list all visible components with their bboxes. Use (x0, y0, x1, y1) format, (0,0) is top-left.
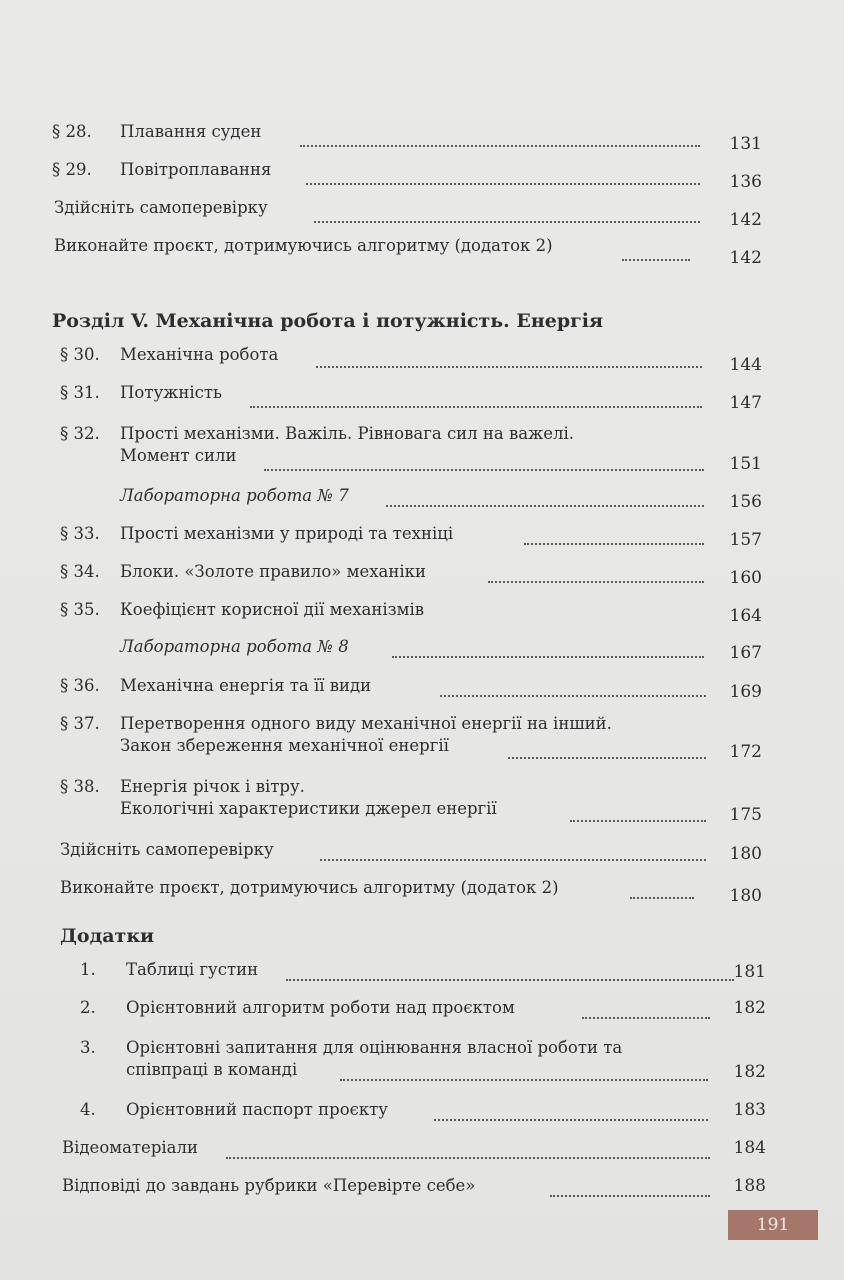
section-number: § 35. (60, 600, 100, 619)
entry-title: Відеоматеріали (62, 1138, 198, 1157)
page-ref: 164 (729, 606, 762, 626)
toc-entry (0, 777, 844, 833)
entry-title: Орієнтовний паспорт проєкту (126, 1100, 389, 1119)
leader-dots (286, 978, 734, 981)
page-ref: 180 (729, 886, 762, 906)
leader-dots (392, 655, 704, 658)
entry-title: Перетворення одного виду механічної енергії на інший. (120, 714, 612, 733)
page-ref: 144 (729, 355, 762, 375)
page-ref: 157 (729, 530, 762, 550)
entry-title: Орієнтовні запитання для оцінювання власної роботи та (126, 1038, 623, 1057)
entry-title: Потужність (120, 383, 222, 402)
page-ref: 169 (729, 682, 762, 702)
entry-title: Відповіді до завдань рубрики «Перевірте себе» (62, 1176, 476, 1195)
toc-entry (0, 1138, 844, 1172)
toc-entry (0, 122, 844, 156)
section-number: § 29. (52, 160, 92, 179)
toc-entry (0, 160, 844, 194)
entry-title-line2: Закон збереження механічної енергії (120, 736, 449, 755)
leader-dots (508, 756, 706, 759)
toc-entry (0, 198, 844, 232)
leader-dots (314, 220, 700, 223)
page-ref: 136 (729, 172, 762, 192)
entry-title: Прості механізми. Важіль. Рівновага сил на важелі. (120, 424, 575, 443)
page-ref: 182 (733, 1062, 766, 1082)
toc-entry (0, 345, 844, 379)
section-number: § 33. (60, 524, 100, 543)
leader-dots (630, 896, 694, 899)
leader-dots (582, 1016, 710, 1019)
entry-title: Лабораторна робота № 7 (120, 486, 349, 505)
entry-title: Блоки. «Золоте правило» механіки (120, 562, 426, 581)
toc-entry (0, 383, 844, 417)
toc-entry (0, 236, 844, 270)
page-ref: 188 (733, 1176, 766, 1196)
entry-title: Лабораторна робота № 8 (120, 637, 349, 656)
entry-title: Коефіцієнт корисної дії механізмів (120, 600, 425, 619)
entry-title-line2: Екологічні характеристики джерел енергії (120, 799, 497, 818)
appendix-heading: Додатки (60, 925, 155, 947)
page-ref: 172 (729, 742, 762, 762)
page-ref: 183 (733, 1100, 766, 1120)
toc-entry (0, 524, 844, 558)
entry-title: Повітроплавання (120, 160, 272, 179)
section-number: § 36. (60, 676, 100, 695)
page-ref: 131 (729, 134, 762, 154)
page-ref: 180 (729, 844, 762, 864)
entry-title: Прості механізми у природі та техніці (120, 524, 454, 543)
page-ref: 160 (729, 568, 762, 588)
leader-dots (524, 542, 704, 545)
section-number: § 31. (60, 383, 100, 402)
entry-title: Здійсніть самоперевірку (60, 840, 274, 859)
section-number: § 30. (60, 345, 100, 364)
leader-dots (550, 1194, 710, 1197)
entry-title: Таблиці густин (126, 960, 259, 979)
section-number: § 37. (60, 714, 100, 733)
leader-dots (386, 504, 704, 507)
toc-entry (0, 840, 844, 874)
section-number: § 34. (60, 562, 100, 581)
page-ref: 182 (733, 998, 766, 1018)
leader-dots (300, 144, 700, 147)
toc-entry (0, 486, 844, 520)
leader-dots (306, 182, 700, 185)
entry-title: Виконайте проєкт, дотримуючись алгоритму (додаток 2) (54, 236, 553, 255)
section-heading: Розділ V. Механічна робота і потужність. Енергія (52, 310, 604, 332)
entry-title: Механічна робота (120, 345, 279, 364)
toc-entry (0, 1176, 844, 1210)
toc-entry (0, 1100, 844, 1134)
leader-dots (434, 1118, 708, 1121)
leader-dots (570, 819, 706, 822)
toc-entry (0, 637, 844, 671)
page-ref: 151 (729, 454, 762, 474)
toc-entry (0, 562, 844, 596)
section-number: § 38. (60, 777, 100, 796)
page-ref: 175 (729, 805, 762, 825)
toc-entry (0, 714, 844, 770)
page-ref: 156 (729, 492, 762, 512)
toc-entry (0, 424, 844, 480)
page-ref: 142 (729, 210, 762, 230)
toc-entry (0, 878, 844, 912)
appendix-number: 2. (80, 998, 96, 1017)
leader-dots (264, 468, 704, 471)
page-ref: 142 (729, 248, 762, 268)
entry-title: Здійсніть самоперевірку (54, 198, 268, 217)
page-ref: 184 (733, 1138, 766, 1158)
appendix-number: 1. (80, 960, 96, 979)
toc-entry (0, 998, 844, 1032)
toc-entry (0, 960, 844, 994)
leader-dots (250, 405, 702, 408)
entry-title-line2: Момент сили (120, 446, 237, 465)
toc-entry (0, 600, 844, 634)
leader-dots (226, 1156, 710, 1159)
page-ref: 167 (729, 643, 762, 663)
leader-dots (316, 365, 702, 368)
toc-entry (0, 676, 844, 710)
entry-title-line2: співпраці в команді (126, 1060, 298, 1079)
page-number-badge: 191 (728, 1210, 818, 1240)
toc-entry (0, 1038, 844, 1094)
entry-title: Орієнтовний алгоритм роботи над проєктом (126, 998, 515, 1017)
section-number: § 28. (52, 122, 92, 141)
appendix-number: 4. (80, 1100, 96, 1119)
entry-title: Механічна енергія та її види (120, 676, 372, 695)
page-ref: 181 (733, 962, 766, 982)
appendix-number: 3. (80, 1038, 96, 1057)
leader-dots (622, 258, 690, 261)
page-ref: 147 (729, 393, 762, 413)
entry-title: Плавання суден (120, 122, 262, 141)
entry-title: Енергія річок і вітру. (120, 777, 305, 796)
leader-dots (440, 694, 706, 697)
entry-title: Виконайте проєкт, дотримуючись алгоритму (додаток 2) (60, 878, 559, 897)
leader-dots (320, 858, 706, 861)
section-number: § 32. (60, 424, 100, 443)
leader-dots (340, 1078, 708, 1081)
leader-dots (488, 580, 704, 583)
